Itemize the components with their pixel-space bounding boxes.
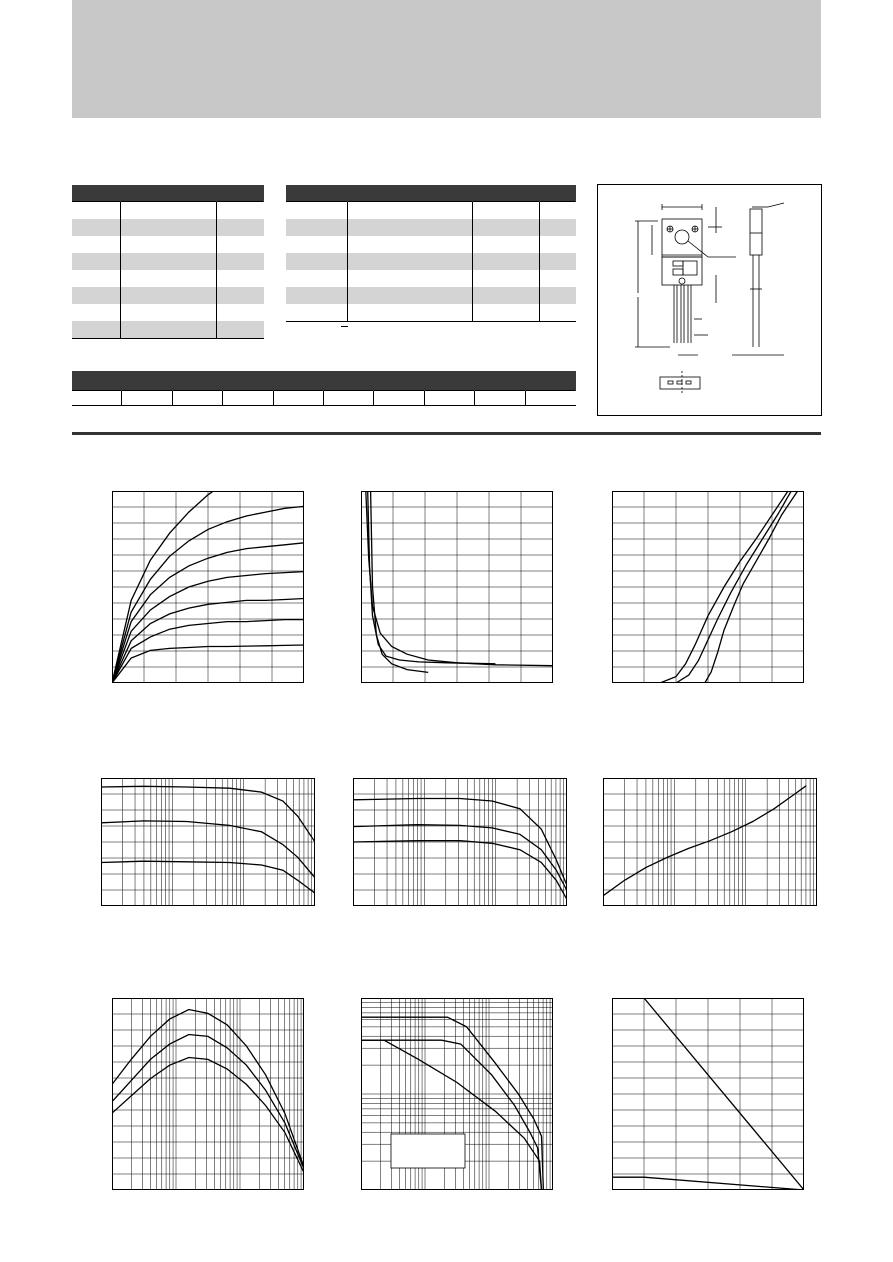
pin-cell [273, 391, 323, 406]
graph-2 [361, 491, 553, 683]
pin-cell [424, 373, 474, 391]
electrical-rows [286, 185, 576, 322]
graph-5 [353, 778, 567, 906]
ratings-row [72, 219, 264, 236]
electrical-head-cell [286, 185, 348, 202]
pin-row [72, 391, 576, 406]
graph-1-plot [112, 491, 304, 683]
electrical-row [286, 304, 576, 322]
pin-row [72, 373, 576, 391]
package-tab [662, 219, 702, 257]
ratings-cell [121, 202, 217, 220]
ratings-cell [72, 321, 121, 339]
g4-series-2 [101, 821, 315, 878]
pin-cell [273, 373, 323, 391]
ratings-cell [217, 270, 264, 287]
ratings-cell [217, 321, 264, 339]
g2-series-3 [371, 491, 429, 672]
g4-series-1 [101, 786, 315, 842]
ratings-head-cell [72, 185, 121, 202]
g4-grid [101, 778, 315, 906]
package-outline-drawing [598, 185, 821, 415]
ratings-head-row [72, 185, 264, 202]
ratings-row [72, 236, 264, 253]
electrical-cell [286, 287, 348, 304]
ratings-cell [72, 253, 121, 270]
ratings-row [72, 304, 264, 321]
g5-series-2 [353, 825, 567, 891]
pin-cell [374, 373, 424, 391]
ratings-cell [217, 202, 264, 220]
ratings-cell [121, 321, 217, 339]
pin-cell [374, 391, 424, 406]
g7-series-2 [112, 1035, 304, 1169]
electrical-cell [348, 219, 473, 236]
g6-grid [603, 778, 817, 906]
graph-8 [361, 998, 553, 1190]
ratings-cell [121, 236, 217, 253]
electrical-head-row [286, 185, 576, 202]
ratings-row [72, 287, 264, 304]
graph-4 [101, 778, 315, 906]
ratings-cell [72, 304, 121, 321]
pin-cell [122, 391, 172, 406]
ratings-head-cell [121, 185, 217, 202]
graph-7 [112, 998, 304, 1190]
pin-cell [72, 391, 122, 406]
graph-2-plot [361, 491, 553, 683]
graph-7-plot [112, 998, 304, 1190]
mounting-hole [675, 230, 689, 244]
graph-9 [612, 998, 804, 1190]
electrical-characteristics-table [286, 185, 576, 322]
pin-cell [172, 391, 222, 406]
pin-rows [72, 373, 576, 406]
graph-3-plot [612, 491, 804, 683]
electrical-cell [473, 253, 540, 270]
g3-grid [612, 491, 804, 683]
electrical-row [286, 236, 576, 253]
electrical-row [286, 270, 576, 287]
electrical-row [286, 219, 576, 236]
ratings-cell [121, 304, 217, 321]
electrical-cell [286, 236, 348, 253]
graph-6-plot [603, 778, 817, 906]
ratings-cell [72, 219, 121, 236]
ratings-row [72, 321, 264, 339]
pin-cell [475, 373, 525, 391]
electrical-cell [348, 253, 473, 270]
header-band [72, 0, 821, 118]
ratings-row [72, 253, 264, 270]
ratings-cell [217, 236, 264, 253]
graph-4-plot [101, 778, 315, 906]
graph-5-plot [353, 778, 567, 906]
ratings-cell [121, 219, 217, 236]
electrical-cell [473, 287, 540, 304]
electrical-cell [540, 253, 576, 270]
g2-series-1 [366, 491, 553, 666]
g4-series-3 [101, 861, 315, 893]
electrical-row [286, 287, 576, 304]
ratings-cell [217, 253, 264, 270]
ratings-cell [72, 270, 121, 287]
g5-series-3 [353, 841, 567, 900]
ratings-cell [121, 287, 217, 304]
electrical-row [286, 253, 576, 270]
ratings-cell [72, 236, 121, 253]
electrical-head-cell [540, 185, 576, 202]
graph-8-plot [361, 998, 553, 1190]
electrical-head-cell [473, 185, 540, 202]
ratings-row [72, 270, 264, 287]
electrical-footnote-mark [341, 326, 348, 327]
graph-1 [112, 491, 304, 683]
electrical-cell [473, 236, 540, 253]
ratings-cell [72, 287, 121, 304]
g7-series-3 [112, 1058, 304, 1173]
absolute-ratings-table [72, 185, 264, 339]
electrical-cell [540, 202, 576, 220]
g2-series-2 [368, 491, 496, 664]
electrical-cell [473, 219, 540, 236]
section-divider [72, 432, 821, 435]
electrical-cell [348, 270, 473, 287]
electrical-cell [473, 202, 540, 220]
ratings-cell [217, 219, 264, 236]
pin-cell [223, 391, 273, 406]
electrical-cell [473, 270, 540, 287]
pin-assignment-table [72, 371, 576, 406]
g7-series-1 [112, 1010, 304, 1168]
pin-cell [72, 373, 122, 391]
electrical-cell [540, 219, 576, 236]
pin-cell [525, 391, 575, 406]
graph-6 [603, 778, 817, 906]
graph-3 [612, 491, 804, 683]
package-side-view [750, 209, 762, 255]
electrical-cell [540, 304, 576, 322]
electrical-cell [348, 236, 473, 253]
electrical-cell [286, 253, 348, 270]
electrical-cell [286, 304, 348, 322]
ratings-cell [217, 287, 264, 304]
graph-8-inset-box [391, 1134, 465, 1168]
pin-cell [323, 391, 373, 406]
ratings-cell [217, 304, 264, 321]
electrical-head-cell [348, 185, 473, 202]
ratings-cell [121, 253, 217, 270]
pin-cell [172, 373, 222, 391]
graph-9-plot [612, 998, 804, 1190]
ratings-row [72, 202, 264, 220]
electrical-cell [540, 236, 576, 253]
package-bottom-view [660, 377, 700, 389]
electrical-cell [286, 270, 348, 287]
electrical-cell [348, 202, 473, 220]
package-outline-frame [597, 184, 822, 416]
pin-cell [323, 373, 373, 391]
electrical-cell [473, 304, 540, 322]
electrical-cell [286, 219, 348, 236]
pin-cell [424, 391, 474, 406]
pin-cell [223, 373, 273, 391]
ratings-cell [121, 270, 217, 287]
ratings-head-cell [217, 185, 264, 202]
pin-cell [122, 373, 172, 391]
electrical-cell [348, 287, 473, 304]
pin-cell [525, 373, 575, 391]
g6-series-1 [603, 786, 806, 896]
electrical-cell [540, 270, 576, 287]
electrical-cell [540, 287, 576, 304]
electrical-cell [286, 202, 348, 220]
g2-grid [361, 491, 553, 683]
ratings-rows [72, 185, 264, 339]
g9-grid [612, 998, 804, 1190]
ratings-cell [72, 202, 121, 220]
electrical-cell [348, 304, 473, 322]
electrical-row [286, 202, 576, 220]
pin-cell [475, 391, 525, 406]
